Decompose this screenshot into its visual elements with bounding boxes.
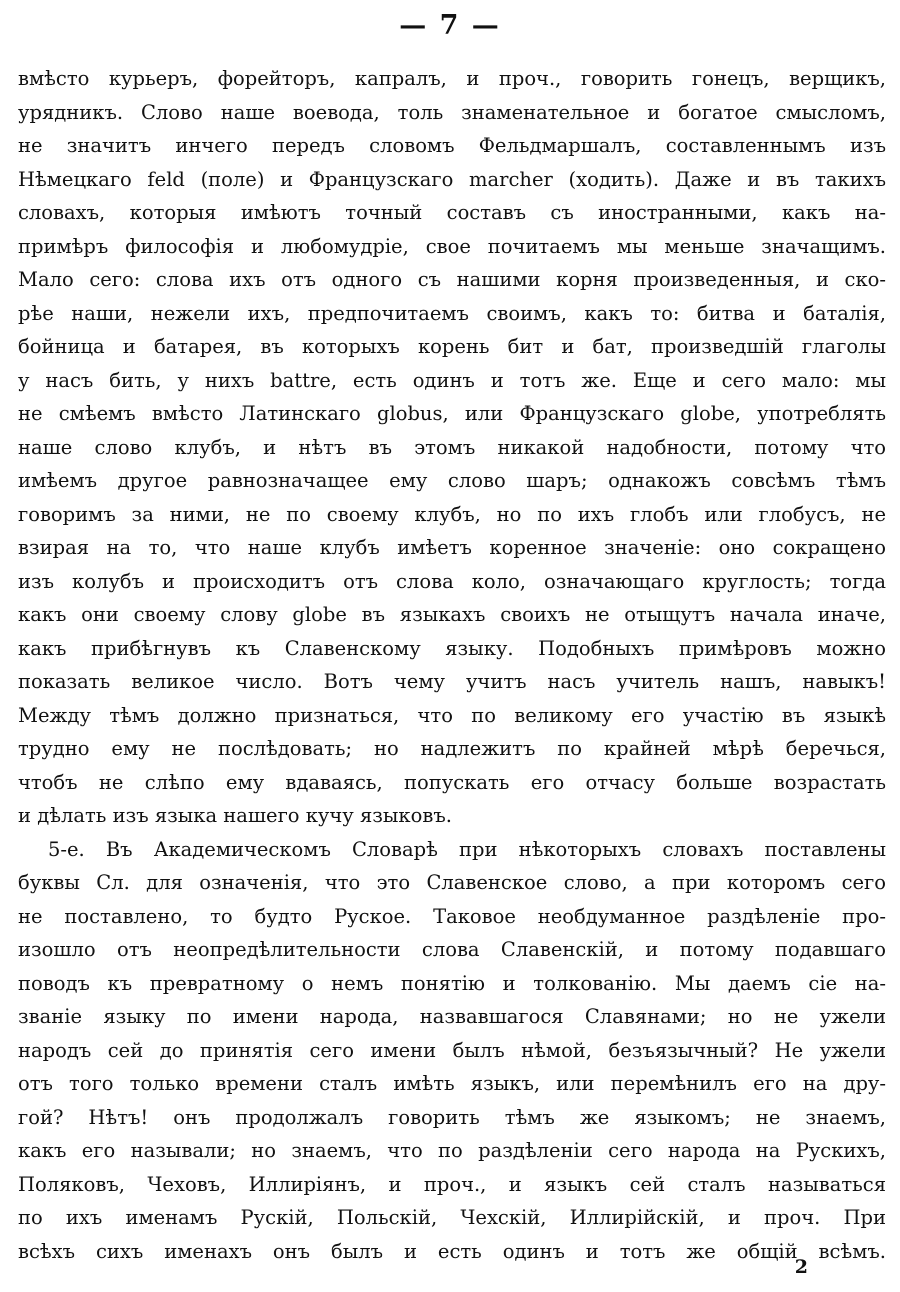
text-line: всѣхъ сихъ именахъ онъ былъ и есть одинъ и тотъ же общій всѣмъ. [18,1239,886,1263]
text-line: говоримъ за ними, не по своему клубъ, но по ихъ глобъ или глобусъ, не [18,502,886,526]
text-line: народъ сей до принятія сего имени былъ нѣмой, безъязычный? Не ужели [18,1038,886,1062]
text-line: Поляковъ, Чеховъ, Иллиріянъ, и проч., и языкъ сей сталъ называться [18,1172,886,1196]
text-line: какъ его называли; но знаемъ, что по раздѣленіи сего народа на Рускихъ, [18,1139,886,1162]
text-line: не значитъ инчего передъ словомъ Фельдмаршалъ, составленнымъ изъ [18,134,886,157]
text-line: 5-е. Въ Академическомъ Словарѣ при нѣкоторыхъ словахъ поставлены [48,837,886,861]
text-line: званіе языку по имени народа, назвавшагося Славянами; но не ужели [18,1005,886,1028]
text-line: вмѣсто курьеръ, форейторъ, капралъ, и проч., говорить гонецъ, верщикъ, [18,67,886,90]
text-line: Мало сего: слова ихъ отъ одного съ нашими корня произведенныя, и ско- [18,268,886,291]
text-line: и дѣлать изъ языка нашего кучу языковъ. [18,804,452,827]
text-line: поводъ къ превратному о немъ понятію и толкованію. Мы даемъ сіе на- [18,971,886,995]
text-line: рѣе наши, нежели ихъ, предпочитаемъ своимъ, какъ то: битва и баталія, [18,301,886,325]
text-line: у насъ бить, у нихъ battre, есть одинъ и тотъ же. Еще и сего мало: мы [18,368,886,392]
text-line: Между тѣмъ должно признаться, что по великому его участію въ языкѣ [18,703,886,727]
text-line: отъ того только времени сталъ имѣть языкъ, или перемѣнилъ его на дру- [18,1072,886,1095]
signature-mark: 2 [794,1256,808,1278]
text-line: изъ колубъ и происходитъ отъ слова коло, означающаго круглость; тогда [18,569,886,593]
text-line: урядникъ. Слово наше воевода, толь знаменательное и богатое смысломъ, [18,100,886,124]
page-number: — 7 — [399,10,501,41]
text-line: взирая на то, что наше клубъ имѣетъ коренное значеніе: оно сокращено [18,536,886,559]
text-line: примѣръ философія и любомудріе, свое почитаемъ мы меньше значащимъ. [18,234,886,258]
text-line: буквы Сл. для означенія, что это Славенское слово, а при которомъ сего [18,871,886,894]
text-line: наше слово клубъ, и нѣтъ въ этомъ никакой надобности, потому что [18,435,886,459]
text-line: показать великое число. Вотъ чему учитъ насъ учитель нашъ, навыкъ! [18,670,886,693]
text-line: чтобъ не слѣпо ему вдаваясь, попускать его отчасу больше возрастать [18,770,886,794]
text-line: по ихъ именамъ Рускій, Польскій, Чехскій, Иллирійскій, и проч. При [18,1206,886,1229]
text-line: трудно ему не послѣдовать; но надлежитъ по крайней мѣрѣ беречься, [18,737,886,760]
text-line: не поставлено, то будто Руское. Таковое необдуманное раздѣленіе про- [18,904,886,928]
text-line: имѣемъ другое равнозначащее ему слово шаръ; однакожъ совсѣмъ тѣмъ [18,469,886,492]
text-line: какъ прибѣгнувъ къ Славенскому языку. Подобныхъ примѣровъ можно [18,636,886,660]
text-line: словахъ, которыя имѣютъ точный составъ съ иностранными, какъ на- [18,201,886,224]
text-line: гой? Нѣтъ! онъ продолжалъ говорить тѣмъ же языкомъ; не знаемъ, [18,1105,886,1129]
text-line: бойница и батарея, въ которыхъ корень бит и бат, произведшій глаголы [18,335,886,358]
text-line: не смѣемъ вмѣсто Латинскаго globus, или Французскаго globe, употреблять [18,402,886,425]
text-line: Нѣмецкаго feld (поле) и Французскаго marcher (ходить). Даже и въ такихъ [18,167,886,191]
text-line: изошло отъ неопредѣлительности слова Славенскій, и потому подавшаго [18,938,886,961]
text-line: какъ они своему слову globe въ языкахъ своихъ не отыщутъ начала иначе, [18,603,886,626]
